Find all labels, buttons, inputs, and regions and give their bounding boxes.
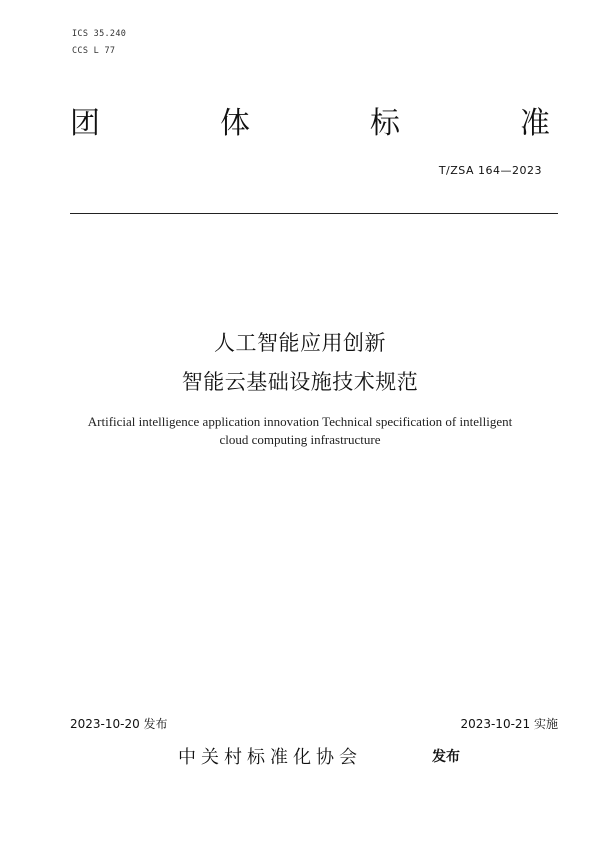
publish-label: 发布	[432, 749, 460, 765]
title-en-line-2: cloud computing infrastructure	[219, 432, 381, 447]
standard-type-char-1: 团	[70, 106, 100, 141]
title-en-line-1: Artificial intelligence application innovation Technical specification of intelligent	[87, 414, 513, 429]
ccs-code: CCS L 77	[72, 46, 116, 56]
title-cn-line-1: 人工智能应用创新	[214, 331, 386, 355]
issue-date: 2023-10-20 发布	[70, 717, 168, 731]
header-divider	[70, 213, 558, 214]
standard-type-char-4: 准	[520, 106, 550, 141]
implementation-date: 2023-10-21 实施	[460, 717, 558, 731]
ics-code: ICS 35.240	[72, 29, 127, 39]
standard-type-char-3: 标	[370, 106, 400, 141]
title-cn-line-2: 智能云基础设施技术规范	[181, 370, 419, 394]
standard-type-char-2: 体	[220, 106, 250, 141]
standard-number: T/ZSA 164—2023	[438, 164, 542, 177]
publisher-name: 中关村标准化协会	[178, 747, 362, 768]
standard-type-heading	[70, 104, 550, 144]
